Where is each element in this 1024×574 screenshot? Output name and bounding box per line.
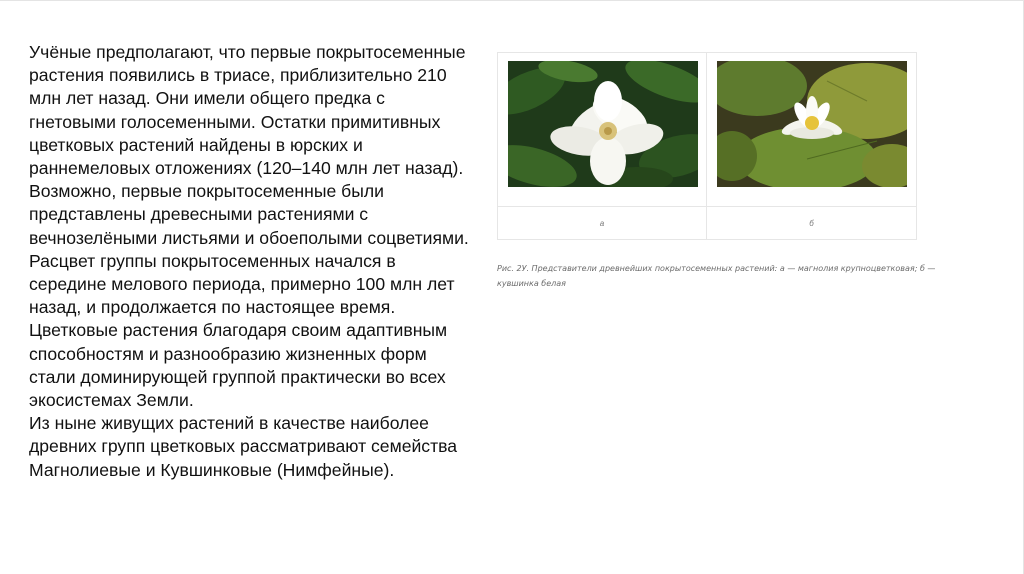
magnolia-illustration: [508, 61, 698, 187]
waterlily-illustration: [717, 61, 907, 187]
label-b: б: [809, 219, 814, 228]
waterlily-photo: [717, 61, 907, 187]
figure-cell-magnolia: [498, 53, 707, 239]
label-a: а: [599, 219, 605, 228]
label-b-row: [707, 206, 916, 240]
paragraph-1: Учёные предполагают, что первые покрытосеменные растения появились в триасе, приблизительно 210 млн лет назад. Они имели общего предка с гнетовыми голосеменными. Остатки примитивных цветковых растений найдены в юрских и раннемеловых отложениях (120–140 млн лет назад).: [29, 42, 466, 179]
figure-cell-waterlily: [707, 53, 916, 239]
paragraph-3: Расцвет группы покрытосеменных начался в середине мелового периода, примерно 100 млн лет назад, и продолжается по настоящее время. Цветковые растения благодаря своим адаптивным способностям и разнообразию жизненных форм стали доминирующей группой практически во всех экосистемах Земли.: [29, 250, 455, 411]
magnolia-photo: [508, 61, 698, 187]
paragraph-2: Возможно, первые покрытосеменные были представлены древесными растениями с вечнозелёными листьями и обоеполыми соцветиями.: [29, 181, 469, 248]
paragraph-4: Из ныне живущих растений в качестве наиболее древних групп цветковых рассматривают семейства Магнолиевые и Кувшинковые (Нимфейные).: [29, 413, 458, 480]
label-a-row: [498, 206, 706, 240]
figure-caption: Рис. 2У. Представители древнейших покрытосеменных растений: а — магнолия крупноцветковая; б — кувшинка белая: [497, 264, 936, 288]
main-text: [29, 41, 469, 482]
figure-panel: [497, 52, 917, 240]
